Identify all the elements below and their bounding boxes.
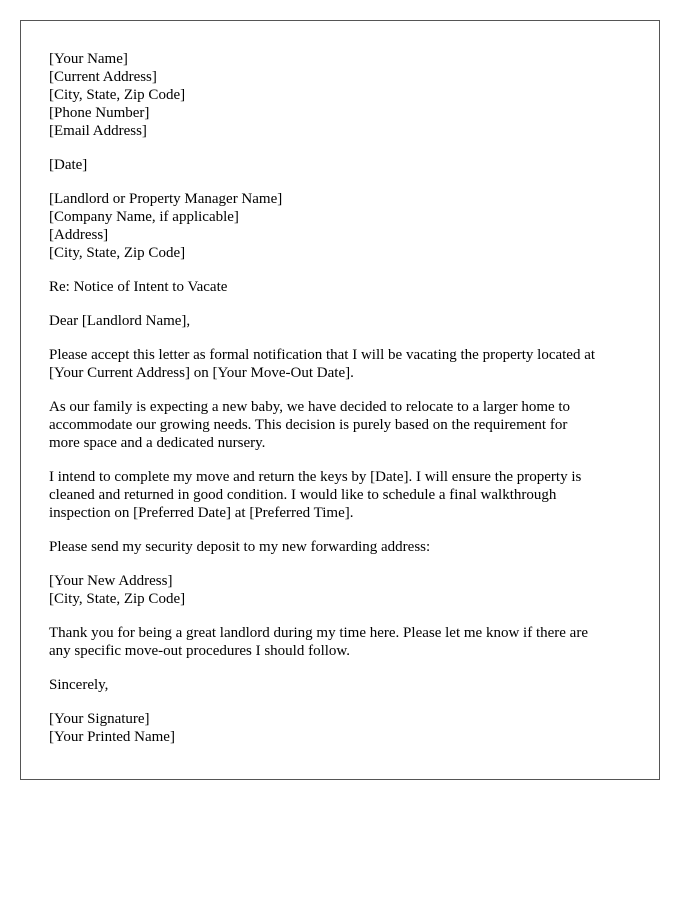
paragraph-line: [Your Current Address] on [Your Move-Out Date]. <box>49 365 354 381</box>
printed-name: [Your Printed Name] <box>49 729 175 745</box>
paragraph-line: Please send my security deposit to my new forwarding address: <box>49 539 431 555</box>
subject-text: Re: Notice of Intent to Vacate <box>49 279 228 295</box>
letter-content <box>49 50 639 746</box>
recipient-address: [Address] <box>49 227 109 243</box>
body-paragraph-1 <box>49 346 639 382</box>
body-paragraph-2 <box>49 398 639 452</box>
signature-block <box>49 710 639 746</box>
paragraph-line: Thank you for being a great landlord during my time here. Please let me know if there are <box>49 625 588 641</box>
recipient-block <box>49 190 639 262</box>
body-paragraph-4 <box>49 538 639 556</box>
paragraph-line: As our family is expecting a new baby, we have decided to relocate to a larger home to <box>49 399 571 415</box>
paragraph-line: inspection on [Preferred Date] at [Preferred Time]. <box>49 505 354 521</box>
date-block <box>49 156 639 174</box>
sender-city-state-zip: [City, State, Zip Code] <box>49 87 186 103</box>
letter-page <box>20 20 660 780</box>
closing-paragraph <box>49 624 639 660</box>
forwarding-address-block <box>49 572 639 608</box>
paragraph-line: Please accept this letter as formal notification that I will be vacating the property located at <box>49 347 596 363</box>
signature-placeholder: [Your Signature] <box>49 711 150 727</box>
paragraph-line: cleaned and returned in good condition. I would like to schedule a final walkthrough <box>49 487 557 503</box>
closing-text: Sincerely, <box>49 677 109 693</box>
paragraph-line: accommodate our growing needs. This decision is purely based on the requirement for <box>49 417 568 433</box>
recipient-name: [Landlord or Property Manager Name] <box>49 191 283 207</box>
recipient-company: [Company Name, if applicable] <box>49 209 239 225</box>
salutation-text: Dear [Landlord Name], <box>49 313 191 329</box>
salutation <box>49 312 639 330</box>
sender-address: [Current Address] <box>49 69 157 85</box>
paragraph-line: more space and a dedicated nursery. <box>49 435 266 451</box>
letter-date: [Date] <box>49 157 88 173</box>
recipient-city-state-zip: [City, State, Zip Code] <box>49 245 186 261</box>
sender-name: [Your Name] <box>49 51 128 67</box>
subject-line <box>49 278 639 296</box>
paragraph-line: I intend to complete my move and return the keys by [Date]. I will ensure the property is <box>49 469 582 485</box>
paragraph-line: any specific move-out procedures I should follow. <box>49 643 351 659</box>
body-paragraph-3 <box>49 468 639 522</box>
closing <box>49 676 639 694</box>
forwarding-address: [Your New Address] <box>49 573 173 589</box>
forwarding-city-state-zip: [City, State, Zip Code] <box>49 591 186 607</box>
sender-phone: [Phone Number] <box>49 105 150 121</box>
sender-block <box>49 50 639 140</box>
sender-email: [Email Address] <box>49 123 147 139</box>
